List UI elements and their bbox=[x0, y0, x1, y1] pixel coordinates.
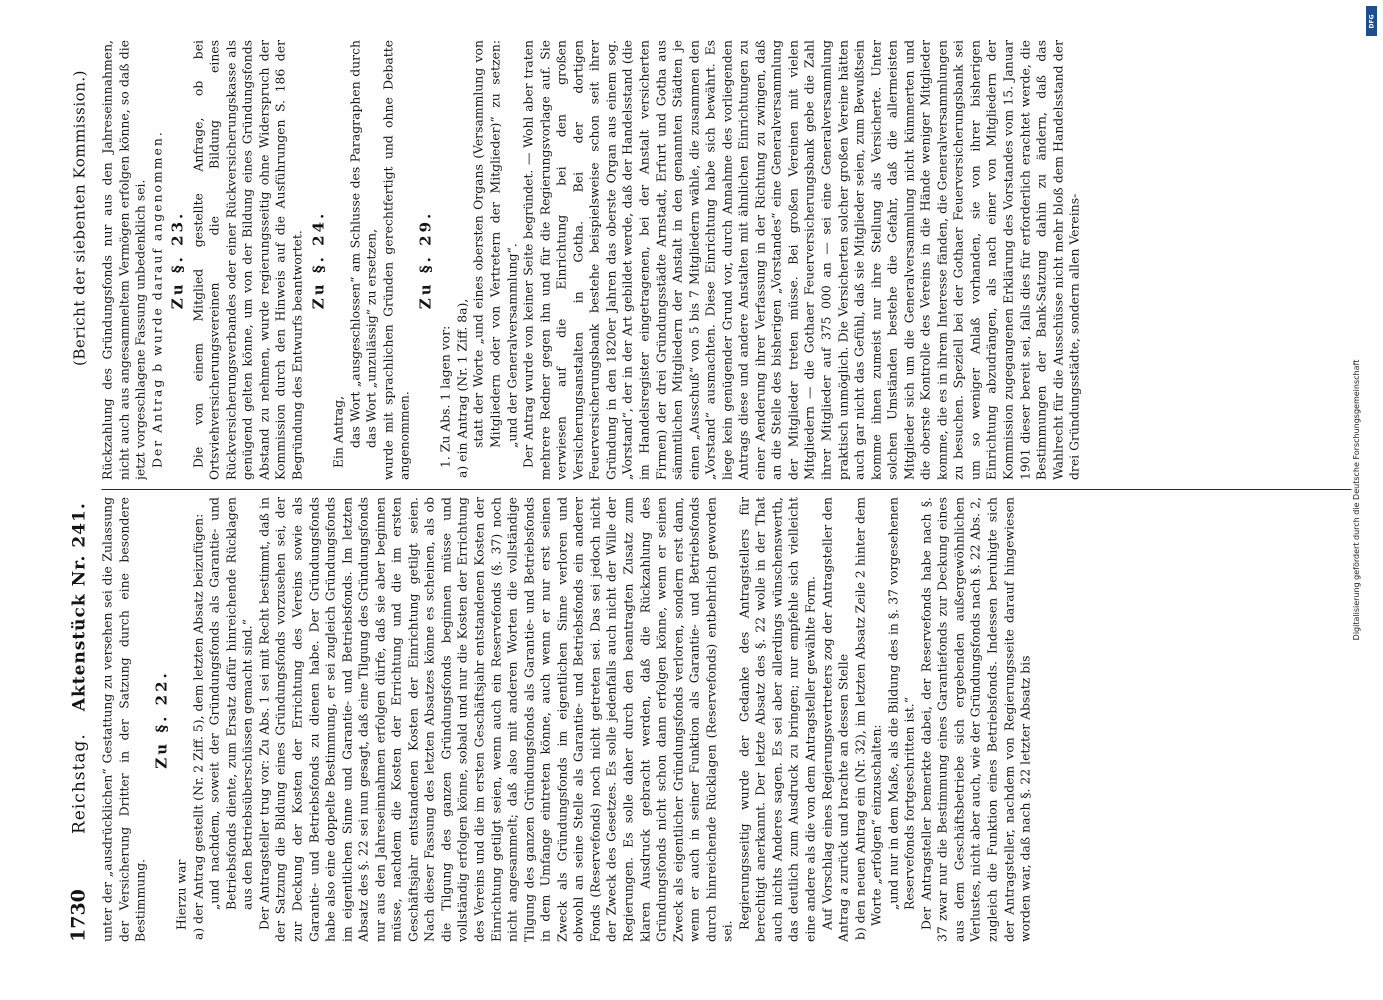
section-heading: Zu §. 22. bbox=[152, 670, 171, 769]
funding-note: Digitalisierung gefördert durch die Deutsche Forschungsgemeinschaft bbox=[1352, 359, 1361, 641]
dfg-logo-text: DFG bbox=[1368, 13, 1376, 29]
section-heading: Zu §. 24. bbox=[309, 210, 328, 310]
paragraph: Regierungsseitig wurde der Gedanke des Antragstellers für berechtigt anerkannt. Der letzte Absatz des §. 22 wolle in der That auch nichts Anderes sagen. Es sei aber allerdings wünschenswerth, das deutlich zum Ausdruck zu bringen; nur empfehle sich vielleicht eine andere als die von dem Antragsteller gewählte Form. bbox=[736, 497, 818, 942]
paragraph: b) den neuen Antrag ein (Nr. 32), im letzten Absatz Zeile 2 hinter dem Worte „erfolgen“ einzuschalten: bbox=[852, 497, 884, 940]
paragraph: Der Antragsteller bemerkte dabei, der Reservefonds habe nach §. 37 zwar nur die Bestimmung eines Garantiefonds zur Deckung eines aus dem Geschäftsbetriebe sich ergebenden außergewöhnlichen Verlustes, nicht aber auch, wie der Gründungsfonds nach §. 22 Abs. 2, zugleich die Funktion eines Betriebsfonds. Indessen beruhigte sich der Antragsteller, nachdem von Regierungsseite darauf hingewiesen worden war, daß nach §. 22 letzter Absatz bis bbox=[918, 497, 1033, 942]
document-number: Aktenstück Nr. 241. bbox=[69, 502, 90, 712]
paragraph: Der Antrag b wurde darauf angenommen. bbox=[149, 130, 165, 468]
paragraph: Der Antragsteller trug vor: Zu Abs. 1 sei mit Recht bestimmt, daß in der Satzung die Bildung eines Gründungsfonds vorzusehen sei, der zur Deckung der Kosten der Errichtung des Vereins sowie als Garantie- und Betriebsfonds zu dienen habe. Der Gründungsfonds habe also eine doppelte Bestimmung, er sei zugleich Gründungsfonds im eigentlichen Sinne und Garantie- und Betriebsfonds. Im letzten Absatz des §. 22 sei nun gesagt, daß eine Tilgung des Gründungsfonds nur aus den Jahreseinnahmen erfolgen dürfe, daß sie aber beginnen müsse, nachdem die Kosten der Errichtung und die im ersten Geschäftsjahr entstandenen Kosten der Einrichtung getilgt seien. Nach dieser Fassung des letzten Absatzes könne es scheinen, als ob die Tilgung des ganzen Gründungsfonds beginnen müsse und vollständig erfolgen könne, sobald und nur die Kosten der Errichtung des Vereins und die im ersten Geschäftsjahr entstandenen Kosten der Einrichtung getilgt seien, wenn auch ein Reservefonds (§. 37) noch nicht angesammelt; daß also mit anderen Worten die vollständige Tilgung des ganzen Gründungsfonds als Garantie- und Betriebsfonds in dem Umfange eintreten könne, auch wenn er nur erst seinen Zweck als Gründungsfonds im eigentlichen Sinne verloren und obwohl an seine Stelle als Garantie- und Betriebsfonds ein anderer Fonds (Reservefonds) noch nicht getreten sei. Das sei jedoch nicht der Zweck des Gesetzes. Es solle jedenfalls auch nicht der Wille der Regierungen. Es solle daher durch den beantragten Zusatz zum klaren Ausdruck gebracht werden, daß die Rückzahlung des Gründungsfonds nicht schon dann erfolgen könne, wenn er seinen Zweck als eigentlicher Gründungsfonds verloren, sondern erst dann, wenn er auch in seiner Funktion als Garantie- und Betriebsfonds durch hinreichende Rücklagen (Reservefonds) entbehrlich geworden sei. bbox=[256, 497, 735, 942]
paragraph: Rückzahlung des Gründungsfonds nur aus den Jahreseinnahmen, nicht auch aus angesammeltem Vermögen erfolgen könne, so daß die jetzt vorgeschlagene Fassung unbedenklich sei. bbox=[99, 40, 148, 480]
paragraph: a) der Antrag gestellt (Nr. 2 Ziff. 5), dem letzten Absatz beizufügen: bbox=[190, 513, 206, 940]
paragraph: Ein Antrag, bbox=[330, 395, 346, 468]
paragraph: 1. Zu Abs. 1 lagen vor: bbox=[437, 325, 453, 468]
text-column-right bbox=[100, 40, 1355, 480]
running-title-left: Reichstag. bbox=[69, 733, 90, 834]
section-heading: Zu §. 23. bbox=[168, 210, 187, 310]
paragraph: wurde mit sprachlichen Gründen gerechtfertigt und ohne Debatte angenommen. bbox=[380, 40, 412, 480]
paragraph: Der Antrag wurde von keiner Seite begründet. — Wohl aber traten mehrere Redner gegen ihn und für die Regierungsvorlage auf. Sie verwiesen auf die Einrichtung bei den großen Versicherungsanstalten in Gotha. Bei der dortigen Feuerversicherungsbank bestehe beispielsweise schon seit ihrer Gründung in den 1820er Jahren das oberste Organ aus einem sog. „Vorstand“, der in der Art gebildet werde, daß der Handelsstand (die im Handelsregister eingetragenen, bei der Anstalt versicherten Firmen) der drei Gründungsstädte Arnstadt, Erfurt und Gotha aus sämmtlichen Mitgliedern der Anstalt in den genannten Städten je einen „Ausschuß“ von 5 bis 7 Mitgliedern wähle, die zusammen den „Vorstand“ ausmachten. Diese Einrichtung habe sich bewährt. Es liege kein genügender Grund vor, durch Annahme des vorliegenden Antrags diese und andere Anstalten mit ähnlichen Einrichtungen zu einer Aenderung ihrer Verfassung in der Richtung zu zwingen, daß an die Stelle des bisherigen „Vorstandes“ eine Generalversammlung der Mitglieder treten müsse. Bei großen Vereinen mit vielen Mitgliedern — die Gothaer Feuerversicherungsbank gebe die Zahl ihrer Mitglieder auf 375 000 an — sei eine Generalversammlung praktisch unmöglich. Die Versicherten solcher großen Vereine hätten auch gar nicht das Gefühl, daß sie Mitglieder seien, zum Bewußtsein komme ihnen zumeist nur ihre Stellung als Versicherte. Unter solchen Umständen bestehe die Gefahr, daß die allermeisten Mitglieder sich um die Generalversammlung nicht kümmerten und die oberste Kontrolle des Vereins in die Hände weniger Mitglieder komme, die es in ihrem Interesse fänden, die Generalversammlungen zu besuchen. Speziell bei der Gothaer Feuerversicherungsbank sei um so weniger Anlaß vorhanden, sie von ihrer bisherigen Einrichtung abzudrängen, als nach einer von Mitgliedern der Kommission zugegangenen Erklärung des Vorstandes vom 15. Januar 1901 dieser bereit sei, falls dies für erforderlich erachtet werde, die Bestimmungen der Bank-Satzung dahin zu ändern, daß das Wahlrecht für die Ausschüsse nicht mehr bloß dem Handelsstand der drei Gründungsstädte, sondern allen Vereins- bbox=[520, 40, 1082, 480]
quoted-amendment: „und nachdem, soweit der Gründungsfonds als Garantie- und Betriebsfonds diente, zum Ersatz dafür hinreichende Rücklagen aus den Betriebsüberschüssen gemacht sind.“ bbox=[206, 497, 255, 910]
running-title-right: (Bericht der siebenten Kommission.) bbox=[70, 70, 89, 366]
column-divider bbox=[102, 489, 1352, 490]
dfg-logo bbox=[1366, 6, 1377, 36]
paragraph: Die von einem Mitglied gestellte Anfrage, ob bei Ortsviehversicherungsvereinen die Bildung eines Rückversicherungsverbandes oder einer Rückversicherungskasse als genügend gelten könne, um von der Bildung eines Gründungsfonds Abstand zu nehmen, wurde regierungsseitig ohne Widerspruch der Kommission durch den Hinweis auf die Ausführungen S. 186 der Begründung des Entwurfs beantwortet. bbox=[190, 40, 305, 480]
page-number: 1730 bbox=[67, 889, 90, 942]
page-header bbox=[68, 40, 94, 942]
quoted-amendment: das Wort „ausgeschlossen“ am Schlusse des Paragraphen durch das Wort „unzulässig“ zu ersetzen, bbox=[347, 40, 379, 448]
quoted-amendment: statt der Worte „und eines obersten Organs (Versammlung von Mitgliedern oder von Vertretern der Mitglieder)“ zu setzen: „und der Generalversammlung“. bbox=[470, 40, 520, 448]
text-column-left bbox=[100, 497, 1355, 942]
paragraph: Hierzu war bbox=[173, 859, 189, 930]
section-heading: Zu §. 29. bbox=[416, 210, 435, 310]
paragraph: Auf Vorschlag eines Regierungsvertreters zog der Antragsteller den Antrag a zurück und brachte an dessen Stelle bbox=[819, 497, 851, 942]
paragraph: unter der „ausdrücklichen“ Gestattung zu versehen sei die Zulassung der Versicherung Dritter in der Satzung durch eine besondere Bestimmung. bbox=[99, 497, 148, 942]
paragraph: a) ein Antrag (Nr. 1 Ziff. 8a), bbox=[454, 298, 470, 478]
quoted-amendment: „und nur in dem Maße, als die Bildung des in §. 37 vorgesehenen Reservefonds fortgeschritten ist.“ bbox=[885, 497, 917, 910]
